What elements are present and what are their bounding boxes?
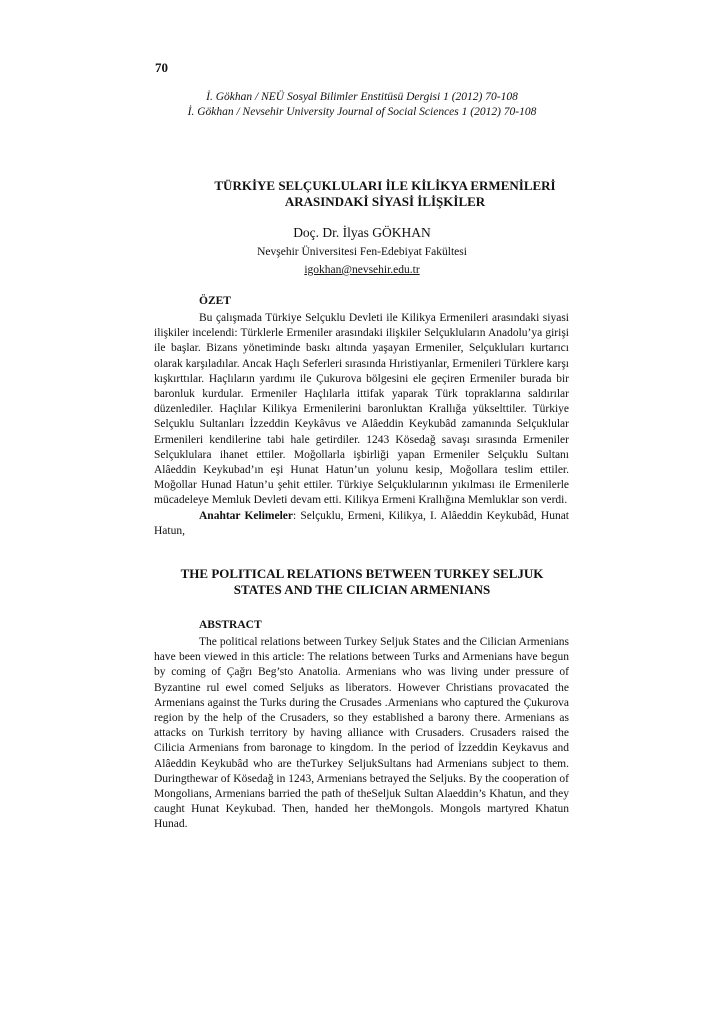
abstract-section [154, 635, 569, 833]
abstract-heading: ABSTRACT [199, 619, 262, 631]
keywords-label: Anahtar Kelimeler [199, 509, 294, 522]
journal-header-tr: İ. Gökhan / NEÜ Sosyal Bilimler Enstitüsü Dergisi 1 (2012) 70-108 [206, 91, 518, 103]
article-title-tr [170, 178, 600, 210]
abstract-body: The political relations between Turkey Seljuk States and the Cilician Armenians have been viewed in this article: The relations between Turks and Armenians have begun by coming of Çağrı Beg’sto Anatolia. Armenians who was living under pressure of Byzantine rul ewel comed Seljuks as liberators. However Christians provacated the Armenians against the Turks during the Crusades .Armenians who captured the Çukurova region by the help of the Crusaders, so they established a barony there. Armenians as attacks on Turkish territory by having alliance with Crusaders. Crusaders raised the Cilicia Armenians from baronage to kingdom. In the period of İzzeddin Keykavus and Alâeddin Keykubâd who are theTurkey SeljukSultans had Armenians subject to them. Duringthewar of Kösedağ in 1243, Armenians betrayed the Seljuks. By the cooperation of Mongolians, Armenians barried the path of theSeljuk Sultan Alaeddin’s Khatun, and they caught Hunat Keykubad. Then, handed her theMongols. Mongols martyred Khatun Hunad. [154, 636, 569, 831]
author-name: Doç. Dr. İlyas GÖKHAN [293, 225, 431, 240]
journal-header-en: İ. Gökhan / Nevsehir University Journal of Social Sciences 1 (2012) 70-108 [187, 106, 537, 118]
ozet-heading: ÖZET [199, 295, 231, 307]
keywords-list: : Selçuklu, Ermeni, Kilikya, I. Alâeddin Keykubâd, Hunat Hatun, [154, 509, 569, 537]
title-tr-line1: TÜRKİYE SELÇUKLULARI İLE KİLİKYA ERMENİLERİ [214, 178, 556, 193]
author-affiliation: Nevşehir Üniversitesi Fen-Edebiyat Fakültesi [257, 246, 467, 258]
article-title-en [140, 566, 584, 598]
title-en-line2: STATES AND THE CILICIAN ARMENIANS [233, 582, 491, 597]
page-number: 70 [155, 60, 168, 75]
title-tr-line2: ARASINDAKİ SİYASİ İLİŞKİLER [284, 194, 486, 209]
ozet-body: Bu çalışmada Türkiye Selçuklu Devleti ile Kilikya Ermenileri arasındaki siyasi ilişkiler incelendi: Türklerle Ermeniler arasındaki ilişkiler Selçukluların Anadolu’ya girişi ile başlar. Bizans yönetiminde baskı altında yaşayan Ermeniler, Selçukluları kurtarıcı olarak karşıladılar. Ancak Haçlı Seferleri sırasında Hıristiyanlar, Ermenileri Türklere karşı kışkırttılar. Haçlıların yardımı ile Çukurova bölgesini ele geçiren Ermeniler burada bir baronluk kurdular. Ermeniler Haçlılarla ittifak yaparak Türk topraklarına saldırılar düzenlediler. Haçlılar Kilikya Ermenilerini baronluktan Krallığa yükselttiler. Türkiye Selçuklu Sultanları İzzeddin Keykâvus ve Alâeddin Keykubâd zamanında Selçuklular Ermenileri kendilerine tabi hale getirdiler. 1243 Kösedağ savaşı sırasında Ermeniler Selçuklulara ihanet ettiler. Moğollarla işbirliği yapan Ermeniler Selçuklu Sultanı Alâeddin Keykubad’ın eşi Hunat Hatun’un yolunu kesip, Moğollara teslim ettiler. Moğollar Hunad Hatun’u şehit ettiler. Türkiye Selçuklularının yıkılması ile Ermenilerle mücadeleye Memluk Devleti devam etti. Kilikya Ermeni Krallığına Memluklar son verdi. [154, 312, 569, 507]
ozet-section [154, 311, 569, 539]
journal-header [0, 90, 724, 120]
email-link[interactable]: igokhan@nevsehir.edu.tr [304, 264, 420, 276]
keywords-paragraph [154, 509, 569, 539]
author-email [0, 264, 724, 276]
title-en-line1: THE POLITICAL RELATIONS BETWEEN TURKEY SELJUK [180, 566, 544, 581]
